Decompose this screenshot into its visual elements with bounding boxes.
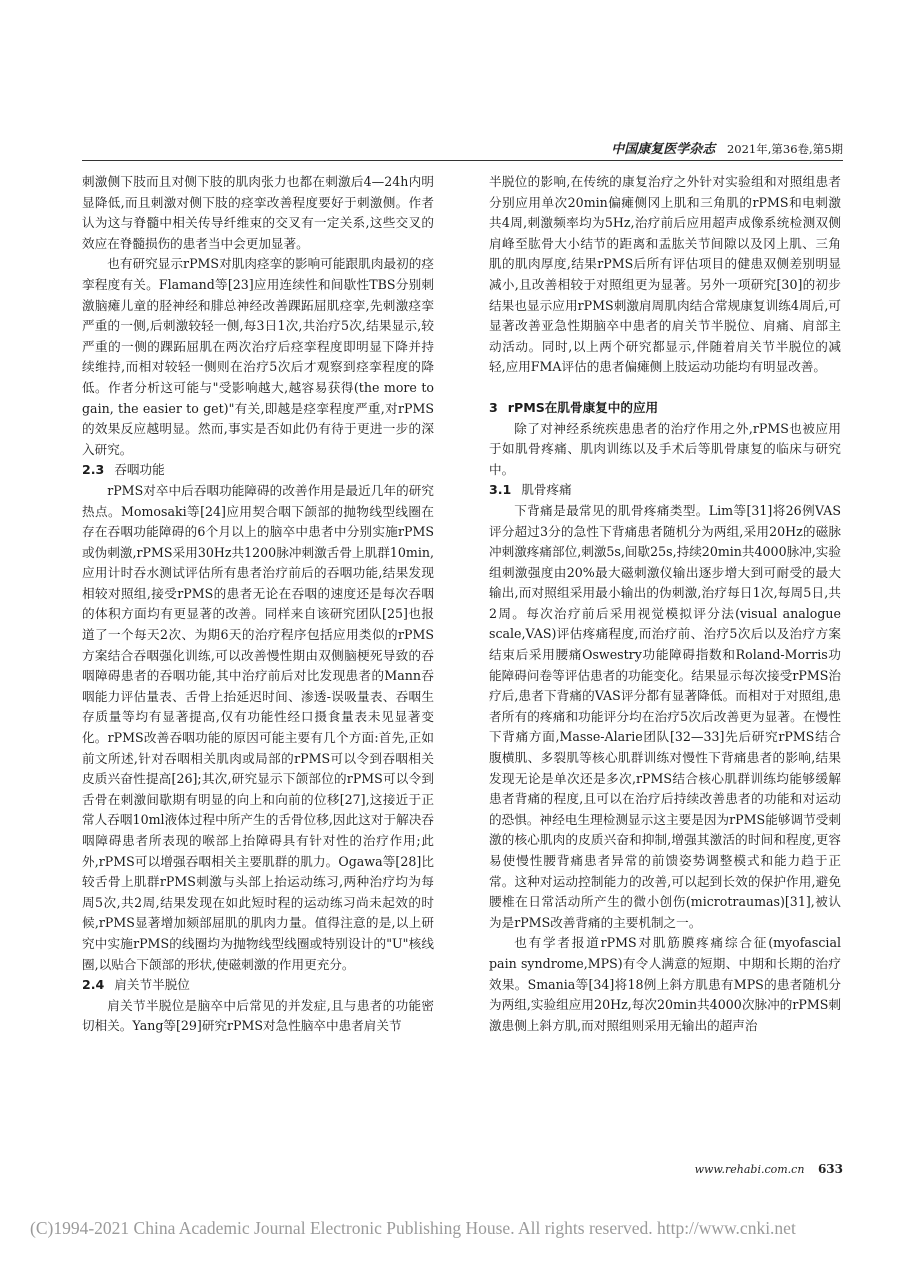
paragraph: rPMS对卒中后吞咽功能障碍的改善作用是最近几年的研究热点。Momosaki等[24]应用契合咽下颌部的抛物线型线圈在存在吞咽功能障碍的6个月以上的脑卒中患者中分别实施rPMS或伪刺激,rPMS采用30Hz共1200脉冲刺激舌骨上肌群10min,应用计时吞水测试评估所有患者治疗前后的吞咽功能,结果发现相较对照组,接受rPMS的患者无论在吞咽的速度还是每次吞咽的体积方面均有更显著的改善。同样来自该研究团队[25]也报道了一个每天2次、为期6天的治疗程序包括应用类似的rPMS方案结合吞咽强化训练,可以改善慢性期由双侧脑梗死导致的吞咽障碍患者的吞咽功能,其中治疗前后对比发现患者的Mann吞咽能力评估量表、舌骨上抬延迟时间、渗透-误吸量表、吞咽生存质量等均有显著提高,仅有功能性经口摄食量表未见显著变化。rPMS改善吞咽功能的原因可能主要有几个方面:首先,正如前文所述,针对吞咽相关肌肉或局部的rPMS可以令到吞咽相关皮质兴奋性提高[26];其次,研究显示下颌部位的rPMS可以令到舌骨在刺激间歇期有明显的向上和向前的位移[27],这接近于正常人吞咽10ml液体过程中所产生的舌骨位移,因此这对于解决吞咽障碍患者所表现的喉部上抬障碍具有针对性的治疗作用;此外,rPMS可以增强吞咽相关主要肌群的肌力。Ogawa等[28]比较舌骨上肌群rPMS刺激与头部上抬运动练习,两种治疗均为每周5次,共2周,结果发现在如此短时程的运动练习尚未起效的时候,rPMS显著增加颏部屈肌的肌肉力量。值得注意的是,以上研究中实施rPMS的线圈均为抛物线型线圈或特别设计的"U"核线圈,以贴合下颌部的形状,使磁刺激的作用更充分。 — [82, 482, 434, 972]
section-heading-2-3 — [82, 460, 434, 481]
section-title: 吞咽功能 — [114, 462, 165, 478]
page-number: 633 — [817, 1162, 843, 1176]
journal-url: www.rehabi.com.cn — [694, 1163, 805, 1176]
left-column — [82, 172, 434, 1037]
section-number: 3.1 — [489, 482, 512, 498]
issue-info: 2021年,第36卷,第5期 — [726, 142, 843, 156]
header-rule — [82, 160, 843, 161]
section-title: 肩关节半脱位 — [114, 977, 190, 993]
paragraph: 除了对神经系统疾患患者的治疗作用之外,rPMS也被应用于如肌骨疼痛、肌肉训练以及手术后等肌骨康复的临床与研究中。 — [489, 420, 841, 477]
section-heading-3-1 — [489, 480, 841, 501]
paragraph: 下背痛是最常见的肌骨疼痛类型。Lim等[31]将26例VAS评分超过3分的急性下背痛患者随机分为两组,采用20Hz的磁脉冲刺激疼痛部位,刺激5s,间歇25s,持续20min共4000脉冲,实验组刺激强度由20%最大磁刺激仪输出逐步增大到可耐受的最大输出,而对照组采用最小输出的伪刺激,治疗每日1次,每周5日,共2周。每次治疗前后采用视觉模拟评分法(visual analogue scale,VAS)评估疼痛程度,而治疗前、治疗5次后以及治疗方案结束后采用腰痛Oswestry功能障碍指数和Roland-Morris功能障碍问卷等评估患者的功能变化。结果显示每次接受rPMS治疗后,患者下背痛的VAS评分都有显著降低。而相对于对照组,患者所有的疼痛和功能评分均在治疗5次后改善更为显著。在慢性下背痛方面,Masse-Alarie团队[32—33]先后研究rPMS结合腹横肌、多裂肌等核心肌群训练对慢性下背痛患者的影响,结果发现无论是单次还是多次,rPMS结合核心肌群训练均能够缓解患者背痛的程度,且可以在治疗后持续改善患者的功能和对运动的恐惧。神经电生理检测显示这主要是因为rPMS能够调节受刺激的核心肌肉的皮质兴奋和抑制,增强其激活的时间和程度,更容易使慢性腰背痛患者异常的前馈姿势调整模式和能力趋于正常。这种对运动控制能力的改善,可以起到长效的保护作用,避免腰椎在日常活动所产生的微小创伤(microtraumas)[31],被认为是rPMS改善背痛的主要机制之一。 — [489, 502, 841, 930]
paragraph: 半脱位的影响,在传统的康复治疗之外针对实验组和对照组患者分别应用单次20min偏瘫侧冈上肌和三角肌的rPMS和电刺激共4周,刺激频率均为5Hz,治疗前后应用超声成像系统检测双侧肩峰至肱骨大小结节的距离和盂肱关节间隙以及冈上肌、三角肌的肌肉厚度,结果rPMS后所有评估项目的健患双侧差别明显减小,且改善相较于对照组更为显著。另外一项研究[30]的初步结果也显示应用rPMS刺激肩周肌肉结合常规康复训练4周后,可显著改善亚急性期脑卒中患者的肩关节半脱位、肩痛、肩部主动活动。同时,以上两个研究都显示,伴随着肩关节半脱位的减轻,应用FMA评估的患者偏瘫侧上肢运动功能均有明显改善。 — [489, 174, 841, 375]
paragraph: 刺激侧下肢而且对侧下肢的肌肉张力也都在刺激后4—24h内明显降低,而且刺激对侧下肢的痉挛改善程度要好于刺激侧。作者认为这与脊髓中相关传导纤维束的交叉有一定关系,这些交叉的效应在脊髓损伤的患者当中会更加显著。 — [82, 174, 434, 251]
section-title: 肌骨疼痛 — [521, 482, 572, 498]
right-column — [489, 172, 841, 1036]
section-number: 2.3 — [82, 462, 105, 478]
section-number: 3 — [489, 399, 498, 415]
section-heading-2-4 — [82, 975, 434, 996]
section-title: rPMS在肌骨康复中的应用 — [507, 399, 659, 415]
journal-name: 中国康复医学杂志 — [611, 142, 716, 157]
page-footer — [695, 1162, 843, 1176]
paragraph: 肩关节半脱位是脑卒中后常见的并发症,且与患者的功能密切相关。Yang等[29]研究rPMS对急性脑卒中患者肩关节 — [82, 997, 434, 1034]
section-heading-3 — [489, 398, 841, 419]
running-header — [611, 138, 843, 157]
paragraph: 也有研究显示rPMS对肌肉痉挛的影响可能跟肌肉最初的痉挛程度有关。Flamand等[23]应用连续性和间歇性TBS分别刺激脑瘫儿童的胫神经和腓总神经改善踝跖屈肌痉挛,先刺激痉挛严重的一侧,后刺激较轻一侧,每3日1次,共治疗5次,结果显示,较严重的一侧的踝跖屈肌在两次治疗后痉挛程度即明显下降并持续维持,而相对较轻一侧则在治疗5次后才观察到痉挛程度的降低。作者分析这可能与"受影响越大,越容易获得(the more to gain, the easier to get)"有关,即越是痉挛程度严重,对rPMS的效果反应越明显。然而,事实是否如此仍有待于更进一步的深入研究。 — [82, 256, 434, 457]
paragraph: 也有学者报道rPMS对肌筋膜疼痛综合征(myofascial pain syndrome,MPS)有令人满意的短期、中期和长期的治疗效果。Smania等[34]将18例上斜方肌患有MPS的患者随机分为两组,实验组应用20Hz,每次20min共4000次脉冲的rPMS刺激患侧上斜方肌,而对照组则采用无输出的超声治 — [489, 935, 841, 1033]
section-number: 2.4 — [82, 977, 105, 993]
copyright-watermark: (C)1994-2021 China Academic Journal Electronic Publishing House. All rights reserved. http://www.cnki.net — [30, 1218, 796, 1238]
